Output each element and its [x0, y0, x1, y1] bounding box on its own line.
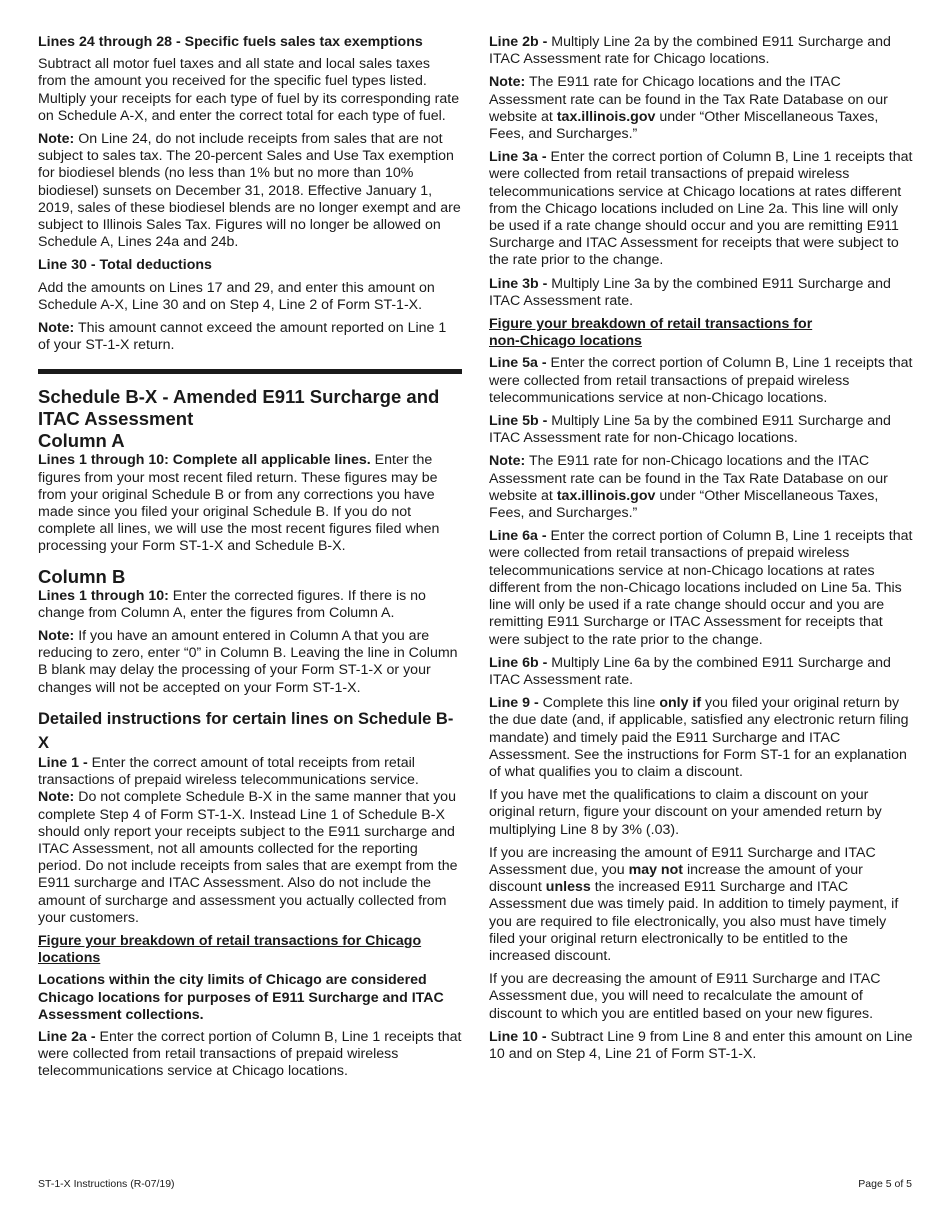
line-label: Line 3b -: [489, 275, 548, 292]
line-label: Line 2b -: [489, 34, 548, 50]
schedule-title: Schedule B-X - Amended E911 Surcharge and ITAC Assessment: [38, 386, 440, 430]
text: If you are increasing the amount of E911 Surcharge and ITAC Assessment due, you: [489, 844, 876, 878]
note-line-1: [38, 789, 462, 927]
note-chicago-rate: [489, 74, 913, 143]
note-non-chicago-rate: [489, 453, 913, 522]
note-text-end: under “Other Miscellaneous Taxes, Fees, and Surcharges.”: [489, 108, 879, 143]
note-text: The E911 rate for non-Chicago locations and the ITAC Assessment rate can be found in the Tax Rate Database on our website at: [489, 453, 888, 504]
website-link[interactable]: tax.illinois.gov: [556, 487, 656, 504]
line-label: Line 5b -: [489, 413, 548, 430]
paragraph-line-3b: [489, 276, 913, 310]
line-label: Line 9 -: [489, 695, 539, 712]
line-label: Line 5a -: [489, 355, 547, 372]
line-label: Line 1 -: [38, 754, 88, 771]
line-text: Multiply Line 2a by the combined E911 Surcharge and ITAC Assessment rate for Chicago locations.: [489, 34, 891, 68]
paragraph-total-deductions: Add the amounts on Lines 17 and 29, and enter this amount on Schedule A-X, Line 30 and on Step 4, Line 2 of Form ST-1-X.: [38, 279, 435, 313]
lead-text: Lines 1 through 10:: [38, 587, 169, 604]
emphasis-only-if: only if: [659, 695, 702, 712]
paragraph-column-a: [38, 452, 462, 555]
note-text: Do not complete Schedule B-X in the same manner that you complete Step 4 of Form ST-1-X. Instead Line 1 of Schedule B-X should only report your receipts subject to the E911 surcharge and ITAC Assessment, not all amounts collected for the reporting period. Do not include receipts from sales that are exempt from the E911 surcharge and ITAC Assessment. Also do not include the amount of surcharge and assessment you actually collected from your customers.: [38, 789, 458, 926]
emphasis-may-not: may not: [628, 861, 683, 878]
line-label: Line 3a -: [489, 149, 547, 166]
chicago-breakdown-heading: Figure your breakdown of retail transactions for Chicago locations: [38, 932, 422, 967]
note-biodiesel: [38, 131, 462, 251]
paragraph-line-10: [489, 1029, 913, 1063]
chicago-locations-statement: Locations within the city limits of Chicago are considered Chicago locations for purposes of E911 Surcharge and ITAC Assessment collections.: [38, 972, 444, 1023]
note-label: Note:: [38, 320, 75, 337]
section-heading-fuels: Lines 24 through 28 - Specific fuels sales tax exemptions: [38, 34, 423, 50]
emphasis-unless: unless: [545, 879, 591, 896]
paragraph-line-6a: [489, 528, 913, 648]
line-text: Enter the correct amount of total receipts from retail transactions of prepaid wireless telecommunications service.: [38, 754, 419, 789]
note-text: If you have an amount entered in Column A that you are reducing to zero, enter “0” in Column B. Leaving the line in Column B blank may delay the processing of your Form ST-1-X or your changes will not be accepted on your Form ST-1-X.: [38, 628, 458, 696]
note-label: Note:: [38, 628, 75, 645]
line-text: Enter the correct portion of Column B, Line 1 receipts that were collected from retail transactions of prepaid wireless telecommunications service at non-Chicago locations at rates different from the non-Chicago locations included on Line 5a. This line will only be used if a rate change should occur and you are remitting E911 Surcharge or ITAC Assessment for receipts that were subject to the rate prior to the change.: [489, 528, 913, 648]
note-label: Note:: [489, 74, 526, 91]
paragraph-line-6b: [489, 655, 913, 689]
paragraph-line-5a: [489, 355, 913, 407]
paragraph-line-2a: [38, 1029, 462, 1081]
line-text: Multiply Line 3a by the combined E911 Surcharge and ITAC Assessment rate.: [489, 275, 891, 309]
column-a-title: Column A: [38, 430, 125, 452]
line-text: Enter the correct portion of Column B, Line 1 receipts that were collected from retail transactions of prepaid wireless telecommunications service at non-Chicago locations.: [489, 355, 913, 406]
right-column: [489, 34, 913, 1069]
section-divider: [38, 369, 462, 374]
body-text: Enter the figures from your most recent filed return. These figures may be from your original Schedule B or from any corrections you have made since you filed your original Schedule B. If you do not complete all lines, we will use the most recent figures filed when processing your Form ST-1-X and Schedule B-X.: [38, 452, 440, 555]
line-text: Multiply Line 5a by the combined E911 Surcharge and ITAC Assessment rate for non-Chicago locations.: [489, 413, 891, 447]
text: increase the amount of your discount: [489, 861, 863, 896]
paragraph-line-5b: [489, 413, 913, 447]
line-text: Enter the correct portion of Column B, Line 1 receipts that were collected from retail transactions of prepaid wireless telecommunications service at Chicago locations.: [38, 1028, 462, 1080]
line-text: Complete this line: [538, 695, 660, 712]
note-column-b: [38, 628, 462, 697]
left-column: [38, 34, 462, 1087]
line-text: Subtract Line 9 from Line 8 and enter this amount on Line 10 and on Step 4, Line 21 of Form ST-1-X.: [489, 1028, 913, 1062]
detailed-instructions-title: Detailed instructions for certain lines on Schedule B-X: [38, 709, 454, 752]
line-label: Line 2a -: [38, 1028, 96, 1045]
non-chicago-breakdown-heading: Figure your breakdown of retail transactions for non-Chicago locations: [489, 316, 813, 350]
note-text: On Line 24, do not include receipts from sales that are not subject to sales tax. The 20-percent Sales and Use Tax exemption for biodiesel blends (no less than 1% but no more than 10% biodiesel) sunsets on December 31, 2018. Effective January 1, 2019, sales of these biodiesel blends are no longer exempt and are subject to Illinois Sales Tax. Figures will no longer be allowed on Schedule A, Lines 24a and 24b.: [38, 131, 461, 251]
paragraph-line-9: [489, 695, 913, 781]
paragraph-line-1: [38, 755, 462, 789]
note-text: The E911 rate for Chicago locations and the ITAC Assessment rate can be found in the Tax Rate Database on our website at: [489, 74, 888, 125]
line-text-end: you filed your original return by the due date (and, if applicable, satisfied any electronic return filing mandate) and timely paid the E911 Surcharge and ITAC Assessment. See the instructions for Form ST-1 for an explanation of what qualifies you to claim a discount.: [489, 695, 909, 780]
note-text-end: under “Other Miscellaneous Taxes, Fees, and Surcharges.”: [489, 487, 879, 522]
footer-form-id: ST-1-X Instructions (R-07/19): [38, 1178, 175, 1190]
footer-page-number: Page 5 of 5: [858, 1178, 912, 1190]
paragraph-line-2b: [489, 34, 913, 68]
paragraph-line-3a: [489, 149, 913, 269]
note-label: Note:: [38, 131, 75, 148]
paragraph-column-b: [38, 588, 462, 622]
note-label: Note:: [38, 789, 75, 806]
website-link[interactable]: tax.illinois.gov: [556, 108, 656, 125]
paragraph-increase: [489, 845, 913, 965]
line-text: Enter the correct portion of Column B, Line 1 receipts that were collected from retail transactions of prepaid wireless telecommunications service at Chicago locations at rates different from the Chicago locations included on Line 2a. This line will only be used if a rate change should occur and you are remitting E911 Surcharge and ITAC Assessment for receipts that were subject to the rate prior to the change.: [489, 149, 913, 269]
line-label: Line 10 -: [489, 1028, 547, 1045]
line-label: Line 6b -: [489, 654, 548, 671]
paragraph-decrease: If you are decreasing the amount of E911 Surcharge and ITAC Assessment due, you will need to recalculate the amount of discount to which you are entitled based on your new figures.: [489, 971, 881, 1022]
text: the increased E911 Surcharge and ITAC Assessment due was timely paid. In addition to timely payment, if you are required to file electronically, you also must have timely filed your original return electronically to be entitled to the increased discount.: [489, 879, 899, 964]
note-label: Note:: [489, 453, 526, 470]
body-text: Enter the corrected figures. If there is no change from Column A, enter the figures from Column A.: [38, 587, 426, 621]
paragraph-discount: If you have met the qualifications to claim a discount on your original return, figure your discount on your amended return by multiplying Line 8 by 3% (.03).: [489, 787, 882, 838]
column-b-title: Column B: [38, 565, 126, 587]
note-text: This amount cannot exceed the amount reported on Line 1 of your ST-1-X return.: [38, 320, 447, 354]
lead-text: Lines 1 through 10: Complete all applicable lines.: [38, 452, 371, 469]
section-heading-total-deductions: Line 30 - Total deductions: [38, 257, 212, 274]
line-text: Multiply Line 6a by the combined E911 Surcharge and ITAC Assessment rate.: [489, 654, 891, 688]
note-total-deductions: [38, 320, 462, 354]
paragraph-fuels: Subtract all motor fuel taxes and all state and local sales taxes from the amount you received for the specific fuel types listed. Multiply your receipts for each type of fuel by its corresponding rate on Schedule A-X, and enter the correct total for each type of fuel.: [38, 56, 460, 124]
line-label: Line 6a -: [489, 528, 547, 545]
